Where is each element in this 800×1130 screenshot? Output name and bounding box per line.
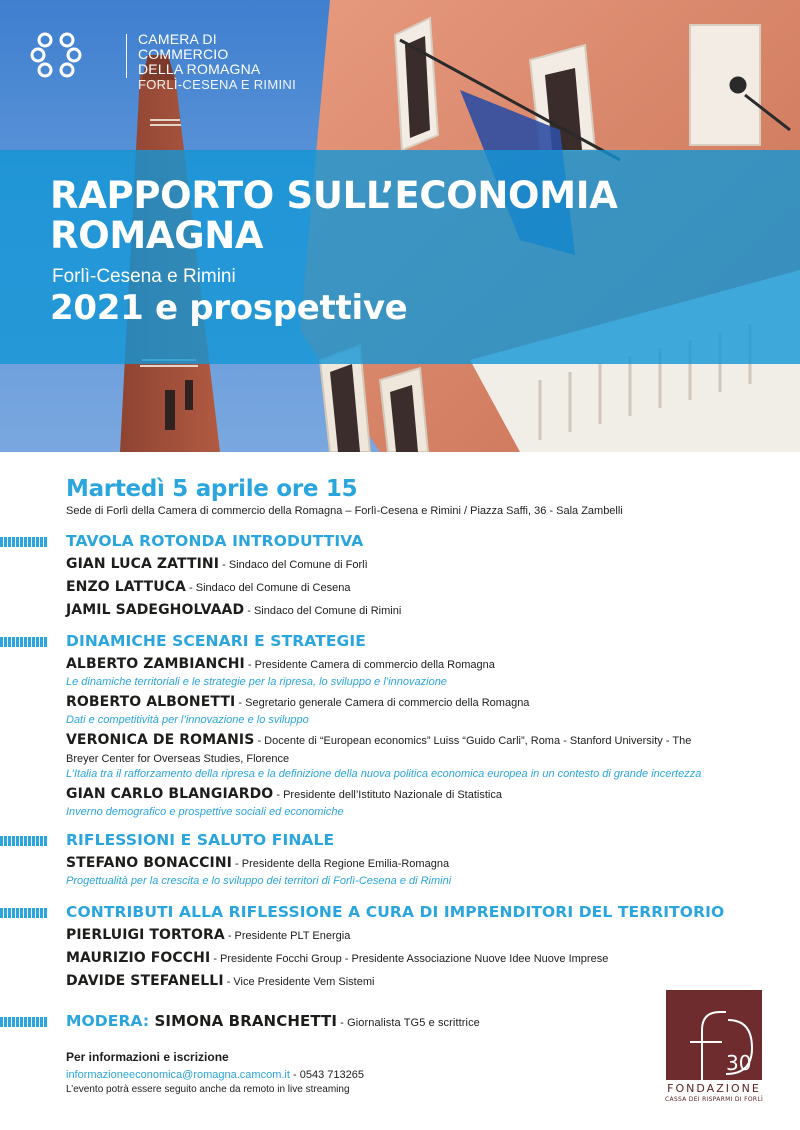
moderator-role: - Giornalista TG5 e scrittrice bbox=[337, 1017, 480, 1029]
fondazione-mark bbox=[666, 990, 762, 1080]
section-title: DINAMICHE SCENARI E STRATEGIE bbox=[66, 632, 366, 650]
speech-topic: Inverno demografico e prospettive sociali ed economiche bbox=[66, 806, 344, 818]
speaker-role: - Presidente PLT Energia bbox=[224, 930, 351, 942]
section-marker bbox=[0, 637, 48, 647]
event-venue: Sede di Forlì della Camera di commercio della Romagna – Forlì-Cesena e Rimini / Piazza Saffi, 36 - Sala Zambelli bbox=[66, 505, 623, 517]
speaker-entry bbox=[66, 692, 756, 727]
speaker-name: ENZO LATTUCA bbox=[66, 579, 186, 595]
moderator-name: SIMONA BRANCHETTI bbox=[154, 1012, 338, 1030]
fondazione-number: 30 bbox=[726, 1051, 752, 1075]
speaker-name: JAMIL SADEGHOLVAAD bbox=[66, 602, 245, 618]
speaker-name: GIAN LUCA ZATTINI bbox=[66, 556, 220, 572]
fondazione-logo-icon bbox=[666, 990, 762, 1080]
speaker-role: - Sindaco del Comune di Cesena bbox=[185, 582, 351, 594]
speaker-entry bbox=[66, 853, 756, 888]
section-title: RIFLESSIONI E SALUTO FINALE bbox=[66, 831, 335, 849]
contact-line bbox=[66, 1068, 364, 1083]
section-marker bbox=[0, 908, 48, 918]
chamber-name bbox=[138, 32, 300, 92]
section-header bbox=[0, 532, 800, 554]
moderator-label: MODERA: bbox=[66, 1012, 150, 1030]
speaker-name: PIERLUIGI TORTORA bbox=[66, 927, 225, 943]
org-line-3: FORLÌ-CESENA E RIMINI bbox=[138, 77, 296, 92]
speaker-name: GIAN CARLO BLANGIARDO bbox=[66, 786, 274, 802]
info-title: Per informazioni e iscrizione bbox=[66, 1050, 229, 1064]
contact-email-link[interactable]: informazioneeconomica@romagna.camcom.it bbox=[66, 1069, 290, 1081]
section-marker bbox=[0, 537, 48, 547]
section-dinamiche bbox=[0, 632, 800, 819]
speaker-role: - Presidente dell’Istituto Nazionale di Statistica bbox=[273, 789, 502, 801]
chamber-logo bbox=[30, 28, 300, 92]
speaker-name: VERONICA DE ROMANIS bbox=[66, 732, 255, 748]
org-line-2: DELLA ROMAGNA bbox=[138, 61, 261, 77]
speaker-role: - Presidente Camera di commercio della Romagna bbox=[244, 659, 495, 671]
section-marker bbox=[0, 1017, 48, 1027]
speaker-role: - Presidente Focchi Group - Presidente Associazione Nuove Idee Nuove Imprese bbox=[210, 953, 609, 965]
speaker-role: - Vice Presidente Vem Sistemi bbox=[223, 976, 375, 988]
speaker-entry bbox=[66, 654, 756, 689]
hero-subtitle: Forlì-Cesena e Rimini bbox=[52, 266, 236, 287]
speech-topic: Dati e competitività per l’innovazione e lo sviluppo bbox=[66, 714, 309, 726]
speaker-role: - Sindaco del Comune di Forlì bbox=[219, 559, 368, 571]
contact-phone: - 0543 713265 bbox=[289, 1069, 364, 1081]
speech-topic: L’Italia tra il rafforzamento della ripresa e la definizione della nuova politica economica europea in un contesto di grande incertezza bbox=[66, 768, 702, 780]
section-title: TAVOLA ROTONDA INTRODUTTIVA bbox=[66, 532, 364, 550]
speech-topic: Progettualità per la crescita e lo sviluppo dei territori di Forlì-Cesena e di Rimini bbox=[66, 875, 452, 887]
speaker-entry bbox=[66, 925, 756, 946]
chamber-logo-icon bbox=[30, 28, 82, 80]
speaker-entry bbox=[66, 554, 756, 575]
logo-divider bbox=[126, 34, 127, 78]
fondazione-logo bbox=[666, 990, 762, 1106]
section-marker bbox=[0, 836, 48, 846]
section-title: CONTRIBUTI ALLA RIFLESSIONE A CURA DI IMPRENDITORI DEL TERRITORIO bbox=[66, 903, 725, 921]
org-line-1: CAMERA DI COMMERCIO bbox=[138, 31, 229, 62]
speaker-name: STEFANO BONACCINI bbox=[66, 855, 232, 871]
section-header bbox=[0, 831, 800, 853]
speaker-role: - Docente di “European economics” Luiss “Guido Carli”, Roma - Stanford University - The bbox=[254, 735, 692, 747]
speaker-entry bbox=[66, 730, 756, 781]
section-riflessioni bbox=[0, 831, 800, 888]
speaker-name: ALBERTO ZAMBIANCHI bbox=[66, 656, 245, 672]
section-header bbox=[0, 632, 800, 654]
speaker-role: - Presidente della Regione Emilia-Romagna bbox=[232, 858, 450, 870]
section-tavola-rotonda bbox=[0, 532, 800, 621]
fondazione-name: FONDAZIONE bbox=[667, 1082, 761, 1095]
speaker-entry bbox=[66, 784, 756, 819]
speaker-role: - Segretario generale Camera di commercio della Romagna bbox=[235, 697, 530, 709]
speaker-name: DAVIDE STEFANELLI bbox=[66, 973, 224, 989]
speaker-entry bbox=[66, 577, 756, 598]
speaker-role: - Sindaco del Comune di Rimini bbox=[244, 605, 402, 617]
speaker-entry bbox=[66, 600, 756, 621]
speech-topic: Le dinamiche territoriali e le strategie per la ripresa, lo sviluppo e l’innovazione bbox=[66, 676, 447, 688]
title-line-2: ROMAGNA bbox=[50, 214, 264, 257]
moderator-line bbox=[66, 1012, 480, 1030]
hero-banner bbox=[0, 0, 800, 452]
hero-year: 2021 e prospettive bbox=[50, 288, 408, 328]
event-date: Martedì 5 aprile ore 15 bbox=[66, 476, 358, 502]
fondazione-subtitle: CASSA DEI RISPARMI DI FORLÌ bbox=[664, 1096, 764, 1103]
title-line-1: RAPPORTO SULL’ECONOMIA bbox=[50, 174, 618, 217]
speaker-entry bbox=[66, 971, 756, 992]
section-header bbox=[0, 903, 800, 925]
info-block bbox=[66, 1050, 364, 1096]
page-title bbox=[50, 176, 618, 256]
speaker-entry bbox=[66, 948, 756, 969]
speaker-name: ROBERTO ALBONETTI bbox=[66, 694, 236, 710]
speaker-name: MAURIZIO FOCCHI bbox=[66, 950, 211, 966]
section-contributi bbox=[0, 903, 800, 992]
streaming-note: L’evento potrà essere seguito anche da remoto in live streaming bbox=[66, 1084, 350, 1095]
speaker-role-continued: Breyer Center for Overseas Studies, Florence bbox=[66, 753, 290, 765]
